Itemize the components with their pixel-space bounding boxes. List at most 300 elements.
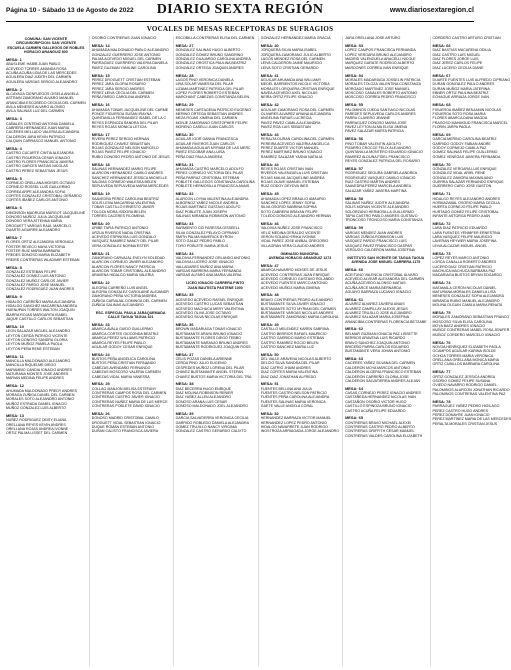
mesa-heading: MESA: 43 (260, 131, 279, 137)
vocal-name: CASTRO RAMIREZ ROCIO BELEN (260, 340, 319, 345)
vocal-name: AHUMADA AGUILAR MYRIAM DE LAS MERC (175, 145, 251, 150)
vocal-name: FLORES ABARCA DANA MAGDA (432, 116, 488, 121)
vocal-name: PEÑA DIAZ PAULA ANDREA (175, 154, 223, 159)
mesa-block (176, 36, 255, 40)
mesa-block (261, 163, 339, 189)
vocal-name: HUERTA CORNEJO FELIPE PABLO (432, 205, 492, 210)
vocal-name: VELIZ MEDINA GERALDO VICENTE (260, 230, 321, 235)
vocal-name: FREDES DONOSO MARIA ELIZABETH (6, 253, 71, 258)
mesa-block (6, 58, 86, 84)
mesa-block (6, 177, 86, 203)
vocal-name: HERNANDEZ BARRAZA VICTOR MANUEL (260, 416, 332, 421)
mesa-block (261, 353, 339, 379)
vocal-name: PEREZ JARA SERGIO ANDRES (91, 86, 145, 91)
vocal-name: PAVEZ ESCOBAR ANA LUISA (175, 150, 225, 155)
mesa-heading: MESA: 16 (91, 102, 110, 108)
mesa-heading: MESA: 69 (432, 131, 451, 137)
mesa-heading: MESA: 20 (91, 220, 110, 226)
venue-heading: GIMNASIO MUNICIPAL AVENIDA HORACIO ARANGUIZ 1273 (268, 251, 332, 260)
vocal-name: PEREZ MARTINEZ MARIA DE LAS MERCEDES (432, 417, 511, 422)
mesa-block (433, 341, 511, 367)
vocal-name: DROGUETT VARGAS RAUL MARCELO (6, 223, 72, 228)
mesa-block (433, 192, 511, 218)
vocal-name: HERNANDEZ LOPEZ PEDRO ANTONIO (260, 420, 327, 425)
vocal-name: FUENTES PEÑA CAROLINA ALEJANDRA (260, 395, 330, 400)
venue-block (345, 256, 426, 265)
vocal-name: GONZALEZ ZAMORA MAXIMILIANO (432, 175, 493, 180)
vocal-name: CABEZAS AVENDAÑO FERNANDO (91, 365, 151, 370)
vocal-name: MORALES TOLOZA VALENTINA CONSTANZA (345, 82, 422, 87)
vocal-name: CONTRERAS VALDES CAROLINA ELIZABETH (345, 433, 423, 438)
mesa-block (6, 384, 86, 410)
vocal-name: BUSTAMANTE VARGAS NICOLAS ANDRES (260, 310, 334, 315)
vocal-name: BUSTAMANTE FLORES DIEGO TEBBO (175, 336, 241, 341)
vocal-name: JAQUE CASTILLO CARLOS SEBASTIAN (6, 316, 74, 321)
vocal-name: OVIEDO NAVARRO RODRIGO DANIEL (432, 383, 497, 388)
vocal-name: ALARCON CORNEJO JAVIER ALEJANDRO (91, 260, 164, 265)
vocal-name: ROJAS OLAVE MANUEL ESTEBAN (260, 179, 320, 184)
vocal-name: URIBE TAPIA PATRICIO ANTONIO (91, 226, 149, 231)
vocal-name: LOPEZ CAMPOS FRANCISCA FERNANDA (345, 48, 416, 53)
vocal-name: ABARCA AVALA GUIDO GUILLERMO (91, 327, 153, 332)
mesa-heading: MESA: 65 (345, 415, 364, 421)
mesa-block (433, 222, 511, 248)
mesa-heading: MESA: 47 (260, 262, 279, 268)
vocal-name: ORTIZ PALMA LISSET DEL CARMEN (6, 431, 68, 436)
vocal-name: ALVAREZ SALAZAR MARIA JOSEFINA (345, 315, 410, 320)
mesa-block (176, 74, 255, 100)
vocal-name: FOSTER RUIZ MARIA BARBARA (6, 248, 61, 253)
vocal-name: ACEVEDO ALVEAR ALEXANDRA DEL CARMEN (345, 276, 425, 281)
vocal-name: HIDALGO SANCHEZ MACARENA ANDREA (6, 303, 78, 308)
mesa-heading: MESA: 51 (260, 381, 279, 387)
mesa-block (433, 281, 511, 307)
vocal-name: PEÑA PARRAZ CRISTOBAL ESTEBAN (175, 175, 240, 180)
mesa-heading: MESA: 62 (345, 326, 364, 332)
vocal-name: ABARCA PEREZ WILLIAMS PATRICIO (91, 336, 155, 341)
vocal-name: DIAZ CASTRO LUIS MIGUEL (432, 52, 481, 57)
vocal-name: MENESES GONZALEZ SOFIA ALEJANDRA (432, 294, 505, 299)
vocal-name: LIZAMA MARTINEZ PATRICIA DEL PILAR (175, 86, 244, 91)
vocal-name: TOBAR CASTILLO ERNESTO JAVIER (91, 205, 155, 210)
vocal-name: ZAMORANO PEÑA VICTORIA ANDREA (91, 294, 157, 299)
mesa-heading: MESA: 72 (432, 220, 451, 226)
mesa-block (261, 412, 339, 434)
section-title: VOCALES DE MESAS RECEPTORAS DE SUFRAGIOS (146, 25, 334, 33)
mesa-heading: MESA: 61 (345, 296, 364, 302)
vocal-name: MORALES MADARIAGA JOSSELIN PATRICIA (345, 77, 421, 82)
vocal-name: DIAZ MOLINA ROBINSON RENIER (175, 391, 234, 396)
vocal-name: TORRES CACERES FILOMENA (91, 213, 145, 218)
vocal-name: CACERES MELLADO VALERIA ALEJANDRA (6, 130, 80, 135)
vocal-name: PINO TOBAR VALENTIN ADOLFO (345, 141, 401, 146)
vocal-name: VASQUEZ RAMIREZ NANCY DEL PILAR (91, 239, 159, 244)
vocal-name: CASTAÑEDA HERNANDEZ NICOLAS IVAN (345, 395, 416, 400)
vocal-name: ORELLANA ROJAS ANDREA IVONNE (6, 426, 69, 431)
mesa-block (176, 44, 255, 70)
vocal-name: ALARCON HERNANDEZ CAMILO ANDRES (91, 171, 164, 176)
mesa-heading: MESA: 45 (260, 191, 279, 197)
vocal-name: LAGOS PINO VERONICA DANIELA (175, 77, 234, 82)
mesa-block (6, 414, 86, 436)
vocal-name: MARIAN MEDINA FELIPE ANDRES (6, 376, 64, 381)
mesa-block (345, 357, 426, 383)
vocal-name: LOPEZ VERGARA BRUNO ALEJANDRO (345, 52, 412, 57)
vocal-name: DIAZ CORTES MARIA VALENTINA (260, 370, 318, 375)
vocal-name: ORTIZ GONZALEZ JESSICA ANDREA (432, 374, 496, 379)
mesa-heading: MESA: 78 (432, 398, 451, 404)
vocal-name: LEYTON MUÑOZ PAMELA PAOLA (6, 342, 63, 347)
vocal-name: ACEVEDO MACHUCA MERY VALENTINA (175, 306, 245, 311)
vocal-name: AVILA SALINAS LUZ DEL CARMEN (6, 109, 65, 114)
mesa-heading: MESA: 63 (345, 356, 364, 362)
vocal-name: ZAMORANO CARVAJAL EVELYN SOLEDAD (91, 255, 165, 260)
vocal-name: VARGAS ZUÑIGA ROBINSON LUIS (345, 234, 404, 239)
vocal-name: LOPEZ REYES MARCO ANTONIO (432, 255, 489, 260)
vocal-name: DUARTE FUENTES LUIS ALFREDO CIPRIANO (432, 77, 511, 82)
mesa-block (176, 133, 255, 159)
mesa-block (345, 298, 426, 324)
vocal-name: CORDERO CASTRO ARTURO CRISTIAN (432, 36, 501, 40)
mesa-heading: MESA: 55 (345, 102, 364, 108)
page-date-label: Página 10 - Sábado 13 de Agosto de 2022 (6, 6, 134, 14)
vocal-name: GODOY CORNEJO CAMILA PAZ (432, 145, 487, 150)
vocal-name: VERA GONZALEZ NORMA ESTER (91, 243, 149, 248)
vocal-name: CONTRERAS NUÑEZ MARIA DE LAS MERCE (91, 399, 168, 404)
vocal-name: MENESES CARTAGENA PATRICIO EUGENIO (175, 107, 251, 112)
vocal-name: POBLETE GALLEGOS CONSTANZA CAROLINA (175, 179, 255, 184)
mesa-block (345, 137, 426, 163)
vocal-name: MORALES SOTO ALEJANDRO ANTONIO (6, 397, 75, 402)
vocal-name: RUIZ GODOY DEYDVA INES (260, 184, 309, 189)
vocal-name: RODRIGUEZ VASQUEZ CAMILO IGNACIO (345, 175, 416, 180)
vocal-name: FUENTES CASTRO NELSON PATRICIO (260, 391, 327, 396)
mesa-heading: MESA: 30 (175, 131, 194, 137)
vocal-name: DONOSO VERA ATTENNA MARIA (6, 219, 63, 224)
vocal-name: BRICEÑO PARRA CARLOS EDUARDO (345, 344, 410, 349)
vocal-name: GONZALEZ GUAJARDO CAROLINA ANDREA (175, 56, 251, 61)
vocal-name: CONTRERAS CAMPOS ROSA DEL CARMEN (91, 391, 167, 396)
venue-heading: COMUNA: SAN VICENTE CIRCUNSCRIPCION: SAN VICENTE ESCUELA CARMEN GALLEGOS DE ROBLES HORACIO ARANGUIZ 800 (7, 37, 85, 55)
vocal-name: DIAZ POBLETE JUAN JOSEPH (175, 209, 228, 214)
mesa-block (92, 252, 170, 278)
venue-block (176, 281, 255, 290)
vocal-name: ACEVEDO TORRES AMANDA ROSA (6, 66, 67, 71)
vocal-name: SANCHEZ LOPEZ JENNY SOFIA (260, 200, 316, 205)
vocal-name: RAMIREZ SALAZAR YASNA NATALIA (260, 154, 323, 159)
vocal-name: FIGUEROA SOTO ROSA MARIA (432, 111, 486, 116)
mesa-heading: MESA: 17 (91, 131, 110, 137)
vocal-name: CASTRO PEREZ SEBASTIAN JESUS (6, 168, 68, 173)
vocal-name: MATAMALA CERON NICOLAS DANIEL (432, 285, 497, 290)
mesa-heading: MESA: 23 (91, 322, 110, 328)
vocal-name: OLIVARES ALVAREZ ARIANA ALEJANDRA (260, 111, 332, 116)
mesa-heading: MESA: 39 (175, 411, 194, 417)
vocal-name: BUSTAMANTE RODRIGUEZ JOAQUIN ROSS (175, 344, 251, 349)
mesa-heading: MESA: 10 (6, 323, 24, 329)
vocal-name: CONTRERAS GRIFFITH CESAR MANUEL (345, 429, 415, 434)
mesa-heading: MESA: 60 (345, 267, 364, 273)
vocal-name: AGUILAR RIVEROS JUAN CARLOS (175, 141, 235, 146)
vocal-name: ABARCA CORTES GIOCONDA BEATRIZ (91, 331, 159, 336)
vocal-name: DONOSO ARANA LUIS CESAR (175, 399, 227, 404)
mesa-block (345, 36, 426, 40)
vocal-name: CAÑALES CENTENO ANTONIA DANIELA (6, 121, 75, 126)
vocal-name: PALMA ACEVEDO MIGUEL DEL CARMEN (91, 56, 161, 61)
mesa-block (345, 327, 426, 353)
vocal-name: PAVEZ SALAZAR MARTA PATRICIA (345, 129, 404, 134)
vocal-name: MORALES LORQUERA CRISTIAN ENRIQUE (260, 86, 335, 91)
column-1 (6, 36, 86, 666)
vocal-name: AGUILAR ZAMORANO ROSA DEL CARMEN (260, 107, 334, 112)
venue-block (92, 311, 170, 320)
vocal-name: NEIRA ORTIZ FELIPE IGNACIO (260, 95, 313, 100)
mesa-block (6, 147, 86, 173)
vocal-name: PEREZ LEIVA CECILIA DEL CARMEN (91, 90, 154, 95)
vocal-name: LAGOS MENDEZ ROSA DEL CARMEN (260, 56, 325, 61)
mesa-block (433, 311, 511, 337)
vocal-name: PEREZ DUARTE VICTOR MANUEL (260, 145, 319, 150)
mesa-block (176, 353, 255, 379)
mesa-heading: MESA: 66 (432, 42, 451, 48)
vocal-name: TORO POBLETE MARIA JESUS (175, 243, 229, 248)
vocal-name: AHUMADA LOPEZ BRAULIO AMAURIO (260, 196, 326, 201)
mesa-heading: MESA: 29 (175, 102, 194, 108)
mesa-block (433, 44, 511, 70)
vocal-name: GUERRA SALAZAR FERNANDO ENRIQUE (432, 179, 504, 184)
vocal-name: GUERRERO CARO JOSE GASTON (432, 184, 492, 189)
vocal-name: ACEVEDO CORNEJO GUSTAVO ROLANDO (260, 276, 334, 281)
vocal-name: SOTO CABRERA BRAYAN FELIPE (260, 209, 318, 214)
mesa-block (433, 163, 511, 189)
mesa-heading: MESA: 76 (432, 339, 451, 345)
mesa-heading: MESA: 34 (175, 250, 194, 256)
vocal-name: PALOMINOS CONTRERAS VALENTINA PAZ (432, 391, 506, 396)
mesa-heading: MESA: 48 (260, 292, 279, 298)
vocal-name: AHUMADA MALDONADO PREDY ANDRES (6, 388, 78, 393)
vocal-name: VARGAS BARRERA MARIA FERNANDA (175, 268, 242, 273)
mesa-heading: MESA: 68 (432, 102, 451, 108)
vocal-name: MATURANA MONTES JOSE ANDRES (6, 371, 69, 376)
vocal-name: ACEVEDO SILVA NICOLAS ENRIQUE (175, 315, 238, 320)
vocal-name: BUSTOS PEÑA ANGELICA CAROLINA (91, 357, 156, 362)
vocal-name: ARANCIBIA CONTRERAS FLORENCIA BETZABE (345, 319, 427, 324)
mesa-heading: MESA: 71 (432, 191, 451, 197)
vocal-name: HIDALGO REYES ALEJANDRO ANDRES (432, 196, 501, 201)
mesa-block (261, 44, 339, 70)
vocal-name: VERDUGO CALDERON MARIA JOSEFINA (345, 247, 415, 252)
mesa-heading: MESA: 38 (175, 381, 194, 387)
mesa-heading: MESA: 31 (175, 161, 194, 167)
column-5 (342, 36, 426, 666)
vocal-name: VALDIVIA NUÑEZ JOSE FRANCISCO (260, 226, 323, 231)
vocal-name: ROJAS GONZALEZ NELSON MARCELO (91, 145, 159, 150)
mesa-heading: MESA: 49 (260, 322, 279, 328)
vocal-name: SALINAS HERNANDEZ MARIO FELIPE (91, 166, 157, 171)
vocal-name: ACUÑA ACEVEDO ALONSO MATIAS (345, 281, 406, 286)
mesa-heading: MESA: 41 (260, 72, 279, 78)
venue-heading: LICEO IGNACIO CARRERA PINTO JUAN BAUTISTA PASTENE 1000 (186, 281, 245, 290)
venue-heading: ESC. ESPECIAL PAULA JARAQUEMADA CALLE TAGUA TAGUA 321 (95, 310, 166, 320)
vocal-name: CORNEJO ORELLANA MOISES OCTAVIO (6, 180, 76, 185)
mesa-block (433, 74, 511, 100)
mesa-block (92, 163, 170, 189)
mesa-block (433, 400, 511, 426)
vocal-name: PEREZ CORNEJO VICTORIA DEL PILAR (175, 171, 244, 176)
vocal-name: URZUA RIVEROS NADIA CRISTINA (91, 230, 151, 235)
vocal-name: ALEGRIA CARREÑO LUIS ANGEL (91, 285, 149, 290)
vocal-name: ACEITUNO VALENCIA CRISTOBAL ALVARO (345, 272, 418, 277)
mesa-block (92, 323, 170, 349)
vocal-name: ACEVEDO CASTRO LUCAS SEBASTIAN (175, 302, 244, 307)
vocal-name: RIVERA PEREZ SERGIO HERNAN (91, 137, 150, 142)
vocal-name: RODRIGUEZ CHAVEZ SEBASTIAN (91, 141, 150, 146)
column-3 (173, 36, 255, 666)
vocal-name: COLLAO MANJON MELISA ESTEFANY (91, 386, 157, 391)
mesa-block (6, 117, 86, 143)
vocal-name: CALDERON SALVATIERRA ANDRES ALEJAN (345, 378, 420, 383)
mesa-block (92, 74, 170, 100)
vocal-name: TAPIA CASTRO PABLO ANDRES GUSTAVO (345, 213, 418, 218)
mesa-block (345, 197, 426, 223)
mesa-block (345, 226, 426, 252)
vocal-name: PARRAGUEZ DONOSO MARIA JOSE (345, 120, 407, 125)
vocal-name: CASTRO GARCES MATIAS NICOLAS (6, 164, 69, 169)
vocal-name: VERON SOLANO ERIKA IVONNE (260, 234, 316, 239)
column-6 (430, 36, 511, 666)
vocal-name: PERALTA DURAN CAROLINA DEL CARMEN (260, 137, 334, 142)
vocal-name: BUSTAMANTE ZAMORANO MARIA CAROLINA (260, 315, 339, 320)
mesa-block (261, 323, 339, 349)
vocal-name: TOLOZA MORA ISIDORA BELEN (91, 209, 146, 214)
vocal-name: GONZALEZ MUÑOZ CARLOS JAVIER (6, 278, 69, 283)
vocal-name: NUÑEZ RODRIGUEZ DEISY ELIANA (6, 418, 67, 423)
vocal-name: SALAZAR YAÑEZ JAVIERA MARTINA (345, 188, 407, 193)
vocal-name: MIRANDA RUBIO MANUEL ALEJANDRO (432, 298, 500, 303)
mesa-heading: MESA: 64 (345, 385, 364, 391)
vocal-name: PAVEZ LEYTON ALMA ELISA JIMENA (345, 124, 408, 129)
mesa-heading: MESA: 26 (91, 411, 110, 417)
vocal-name: CONTRERAS POBLETE DAVID IGNACIO (91, 404, 160, 409)
vocal-name: SAAVEDRA PEREZ CAROLINA BEATRIZ (91, 196, 159, 201)
vocal-name: PONCE FIGUEROA SUSAN IRAYNA (91, 111, 152, 116)
vocal-name: CELIS POZAS DANIELA ARIENNE (175, 357, 233, 362)
mesa-heading: MESA: 36 (175, 322, 194, 328)
vocal-name: ESCOBILLA CONTRERAS ELISA DEL CARMEN (175, 36, 255, 40)
vocal-name: LEYTON PEÑA RENE ESTEBAN (6, 346, 60, 351)
vocal-name: CESPEDES MUÑOZ LORENA DEL PILAR (175, 365, 245, 370)
vocal-name: LEYTON DONOSO SANDRA GLORIA (6, 337, 68, 342)
vocal-name: CASTAÑON OSORIO VICTOR HUGO (345, 399, 407, 404)
vocal-name: CORNEJO ROSSEL LUIS GUILLERMO (6, 185, 71, 190)
vocal-name: DURAN MUÑOZ MARIA JATERINA (432, 86, 490, 91)
vocal-name: CABRERA HERNANDEZ JUAN MARIA (6, 125, 70, 130)
vocal-name: VASQUEZ PARDO FRANCISCO LUIS (345, 239, 407, 244)
vocal-name: PERALTA MORALES CRISTIAN JESUS (432, 421, 498, 426)
vocal-name: IBARRA ROJAS MARGARITA ISABEL (6, 312, 68, 317)
vocal-name: CASTRO FLORES FRANCISCA JAVIERA (6, 159, 74, 164)
mesa-heading: MESA: 77 (432, 369, 451, 375)
vocal-name: PEREZ DROGUETT CRISTIAN ESTEBAN (91, 77, 161, 82)
mesa-block (261, 222, 339, 248)
vocal-name: SOLIS MORAN VICENTE ALEJANDRO (345, 205, 409, 210)
vocal-name: SEPULVEDA SEPULVEDA MARIA MERCEDES (91, 184, 169, 189)
mesa-block (261, 382, 339, 408)
vocal-name: DIAZ JEREZ CARLOS FELIPE (432, 61, 483, 66)
vocal-name: AGUILAR GODOY CESAR ENRIQUE (91, 344, 153, 349)
newspaper-title: DIARIO SEXTA REGIÓN (156, 2, 324, 17)
vocal-name: BERRIOS ARAVENA LUIS RICARDO (345, 336, 406, 341)
vocal-name: FRAGOSO MAHMOUD FRANCISCA MARCEL (432, 120, 509, 125)
vocal-name: LUCERO DIAZ CRISTIAN PATRICIO (432, 264, 492, 269)
vocal-name: SILVA GONZALEZ PELAYO CIPRIANO (175, 230, 239, 235)
vocal-name: MATURANA MORALES DANIELA LISA (432, 289, 496, 294)
mesa-block (92, 222, 170, 248)
vocal-name: NOVOA HENRIQUEZ ELIZABETH PAOLA (432, 344, 501, 349)
vocal-name: CABEZAS VIDAL MARIA VANESSA (91, 374, 150, 379)
vocal-name: MUÑOZ CONTRERAS MABEL ROSA JENIFER (432, 328, 510, 333)
mesa-block (176, 252, 255, 278)
vocal-name: MANCILLA MALDONADO ALEJANDRO (6, 358, 71, 363)
vocal-name: ECHAGUE ARRIAZA JORGE IVAN (432, 95, 489, 100)
vocal-name: LEIVA SOTO CRISTIAN GERARDO (260, 65, 319, 70)
vocal-name: GONZALEZ ESTEBAN FELIPE (6, 269, 57, 274)
vocal-name: POBLETE HERMOSILLA FRANCISCA ANAIS (175, 184, 250, 189)
mesa-block (261, 74, 339, 100)
venue-block (6, 37, 86, 54)
vocal-name: CHAVEZ BUSTAMANTE ANGEL STEFAN (175, 370, 243, 375)
mesa-heading: MESA: 32 (175, 191, 194, 197)
vocal-name: GOMEZ SALINAS FELIPE GUILLERMO (432, 150, 498, 155)
vocal-name: DONOSO MALDONADO JOEL ALEJANDRO (175, 404, 248, 409)
vocal-name: LAVERAN HEYWER MARIA JOSEFINA (432, 239, 497, 244)
vocal-name: GONZALEZ GUERRERO JOSE ANTONIO (91, 52, 161, 57)
vocal-name: MORENO CASELLI JUAN CARLOS (175, 124, 234, 129)
vocal-name: PARRAGUEZ YAÑEZ PEDRO HIGILAGO (432, 404, 500, 409)
mesa-block (92, 382, 170, 408)
vocal-name: DIAZ LUCERO CECILIA DIANE (432, 65, 484, 70)
vocal-name: PALOMINOS ALARCON JONATHAN RICARDO (432, 387, 510, 392)
mesa-block (176, 412, 255, 434)
mesa-heading: MESA: 1 (6, 56, 22, 62)
mesa-heading: MESA: 27 (175, 42, 194, 48)
vocal-name: MEDEL BARRIENTOS NICOLE VICTORIA (260, 82, 330, 87)
mesa-block (261, 293, 339, 319)
mesa-block (345, 387, 426, 413)
vocal-name: PAVEZ ROA LUIS SEBASTIAN (260, 124, 311, 129)
mesa-heading: MESA: 4 (6, 145, 22, 151)
venue-block (261, 252, 339, 261)
vocal-name: CORTES GONZALEZ CRISTOBAL GERARDO (6, 193, 82, 198)
vocal-name: GARRIDO GODOY FABIAN ANDRE (432, 141, 491, 146)
vocal-name: CACERES YAÑEZ SILVANA DEL CARMEN (345, 361, 415, 366)
vocal-name: TOLEDO DONOSO ALEJANDRO HERNAN (260, 213, 332, 218)
vocal-name: ZUÑIGA CARVAJAL DOMINGA DEL CARMEN (91, 298, 167, 303)
vocal-name: AGUILAR AHUMADA ANA WILLIAMY (260, 77, 322, 82)
mesa-heading: MESA: 2 (6, 86, 22, 92)
vocal-name: GAETE VALLE ANGELA CORAL (260, 404, 314, 409)
vocal-name: PIZARRO CROCCE FELIX ALEJANDRO (345, 145, 411, 150)
mesa-heading: MESA: 3 (6, 116, 22, 122)
vocal-name: LEIVA ALCAZAR MIGUEL ANGEL (432, 243, 488, 248)
vocal-name: OCAMPOS AGUILAR KARINA ISOLDE (432, 349, 496, 354)
vocal-name: SALINAS NUÑEZ JUDITH ALEJANDRA (345, 200, 410, 205)
mesa-block (345, 74, 426, 100)
vocal-name: ACEVEDO MUÑOZ MARIA GIMENA (260, 285, 320, 290)
mesa-block (433, 370, 511, 396)
vocal-name: GONZALEZ HERNANDEZ MARIA GRACIA (260, 36, 331, 40)
vocal-name: AVILA MENESES ALVARO ALONSO (6, 105, 65, 109)
